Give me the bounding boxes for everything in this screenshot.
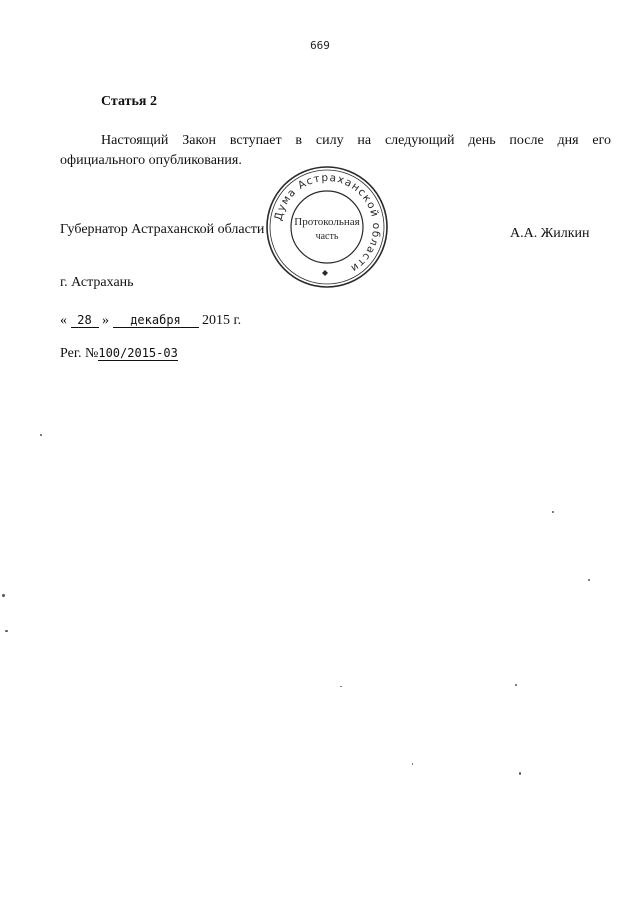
scan-speck (340, 686, 342, 687)
date-month: декабря (113, 313, 199, 328)
seal-star-icon (322, 270, 328, 276)
scan-speck (552, 511, 554, 513)
seal-ring-textpath: Дума Астраханской области (272, 171, 383, 275)
date-close-quote: » (102, 313, 109, 328)
scan-speck (519, 772, 521, 775)
scan-speck (2, 594, 5, 597)
date-open-quote: « (60, 313, 67, 328)
seal-center-line-1: Протокольная (294, 216, 360, 228)
scan-speck (515, 684, 517, 686)
scan-speck (40, 434, 42, 436)
scan-speck (588, 579, 590, 581)
scan-speck (412, 763, 413, 765)
governor-title: Губернатор Астраханской области (60, 222, 265, 237)
seal-graphic (262, 162, 392, 292)
date-year: 2015 г. (202, 313, 242, 328)
registration-label: Рег. № (60, 346, 99, 361)
page-number: 669 (310, 39, 330, 52)
seal-center-line-2: часть (315, 231, 339, 242)
date-line (60, 313, 241, 329)
date-day: 28 (71, 313, 99, 328)
city-line: г. Астрахань (60, 275, 134, 290)
registration-number: 100/2015-03 (98, 346, 178, 360)
article-heading: Статья 2 (101, 94, 157, 109)
paragraph-line-1: Настоящий Закон вступает в силу на следующий день после дня его (101, 133, 611, 148)
paragraph-line-2: официального опубликования. (60, 153, 242, 168)
registration-line (60, 346, 178, 362)
official-seal (262, 162, 392, 292)
scan-speck (5, 630, 8, 632)
governor-name: А.А. Жилкин (510, 226, 590, 241)
